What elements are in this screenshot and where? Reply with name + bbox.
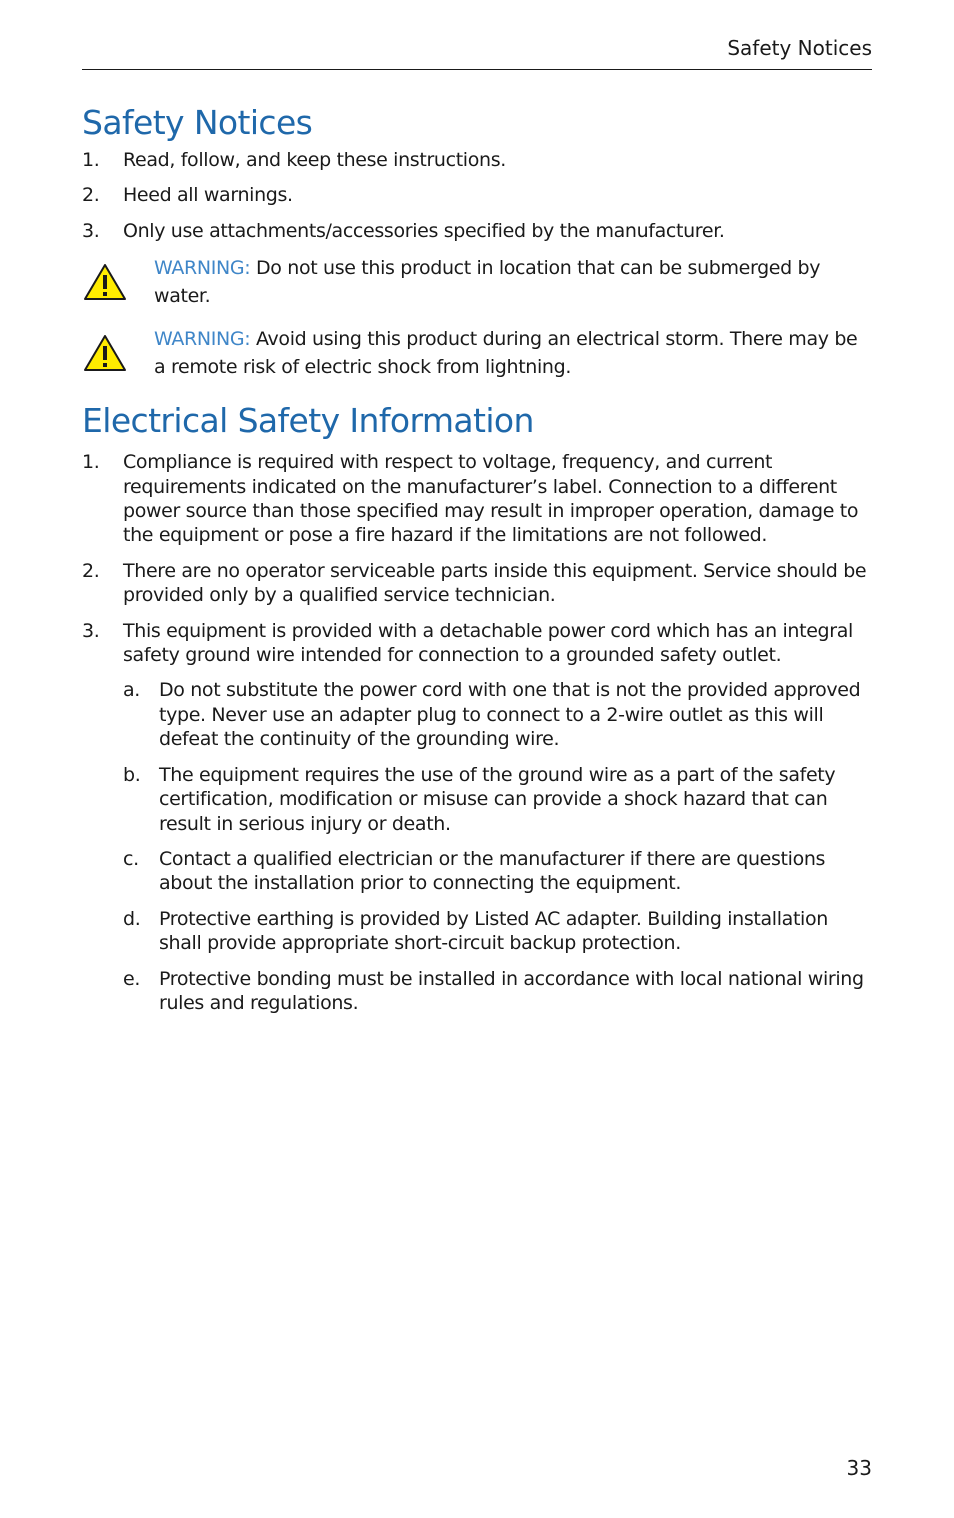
list-item-text: Read, follow, and keep these instructions.: [123, 149, 506, 171]
sub-list-marker: d.: [123, 907, 141, 930]
warning-label: WARNING:: [154, 257, 251, 280]
sub-list-item-text: Contact a qualified electrician or the manufacturer if there are questions about the installation prior to connecting the equipment.: [159, 847, 826, 895]
sub-list-marker: a.: [123, 679, 140, 702]
list-marker: 1.: [82, 451, 100, 474]
list-item-text: There are no operator serviceable parts inside this equipment. Service should be provided only by a qualified service technician.: [123, 559, 867, 607]
warning-notice-water: [82, 254, 872, 310]
sub-list-marker: b.: [123, 763, 141, 786]
warning-notice-storm: [82, 325, 872, 381]
list-item: [82, 450, 872, 548]
list-item-text: Compliance is required with respect to voltage, frequency, and current requirements indicated on the manufacturer’s label. Connection to a different power source than those specified may result in improper operation, damage to the equipment or pose a fire hazard if the limitations are not followed.: [123, 451, 859, 547]
sub-list-item-text: The equipment requires the use of the ground wire as a part of the safety certification, modification or misuse can provide a shock hazard that can result in serious injury or death.: [159, 763, 836, 835]
warning-triangle-icon: [82, 262, 128, 302]
list-marker: 2.: [82, 559, 100, 582]
list-item-text: This equipment is provided with a detachable power cord which has an integral safety ground wire intended for connection to a grounded safety outlet.: [123, 619, 853, 667]
header-rule: [82, 69, 872, 70]
list-marker: 3.: [82, 219, 100, 242]
list-item: [82, 183, 872, 207]
electrical-safety-list: [82, 450, 872, 1015]
sub-list-item-text: Do not substitute the power cord with one that is not the provided approved type. Never use an adapter plug to connect to a 2-wire outlet as this will defeat the continuity of the grounding wire.: [159, 679, 861, 751]
list-item: [82, 559, 872, 608]
section-title-safety-notices: Safety Notices: [82, 103, 313, 142]
sub-list-marker: c.: [123, 847, 139, 870]
warning-text: Avoid using this product during an electrical storm. There may be a remote risk of electric shock from lightning.: [154, 328, 858, 379]
page-number: 33: [846, 1456, 872, 1480]
list-marker: 3.: [82, 619, 100, 642]
sub-list-item: [123, 907, 872, 956]
sub-list-item: [123, 967, 872, 1016]
sub-list-marker: e.: [123, 967, 141, 990]
list-item: [82, 219, 872, 243]
page-content: [82, 98, 872, 1026]
sub-list-item-text: Protective bonding must be installed in accordance with local national wiring rules and regulations.: [159, 967, 864, 1014]
list-item-text: Heed all warnings.: [123, 184, 293, 207]
sub-list-item-text: Protective earthing is provided by Listed AC adapter. Building installation shall provide appropriate short-circuit backup protection.: [159, 907, 828, 955]
list-item: [82, 148, 872, 172]
ground-wire-sublist: [123, 678, 872, 1015]
warning-label: WARNING:: [154, 328, 251, 351]
safety-notices-list: [82, 148, 872, 243]
warning-text: Do not use this product in location that can be submerged by water.: [154, 257, 821, 308]
list-marker: 2.: [82, 184, 100, 207]
sub-list-item: [123, 847, 872, 896]
sub-list-item: [123, 763, 872, 836]
running-header: Safety Notices: [727, 36, 872, 60]
list-marker: 1.: [82, 149, 100, 171]
list-item-text: Only use attachments/accessories specified by the manufacturer.: [123, 219, 725, 242]
sub-list-item: [123, 678, 872, 751]
list-item: [82, 619, 872, 1016]
warning-triangle-icon: [82, 333, 128, 373]
section-title-electrical-safety: Electrical Safety Information: [82, 401, 534, 441]
